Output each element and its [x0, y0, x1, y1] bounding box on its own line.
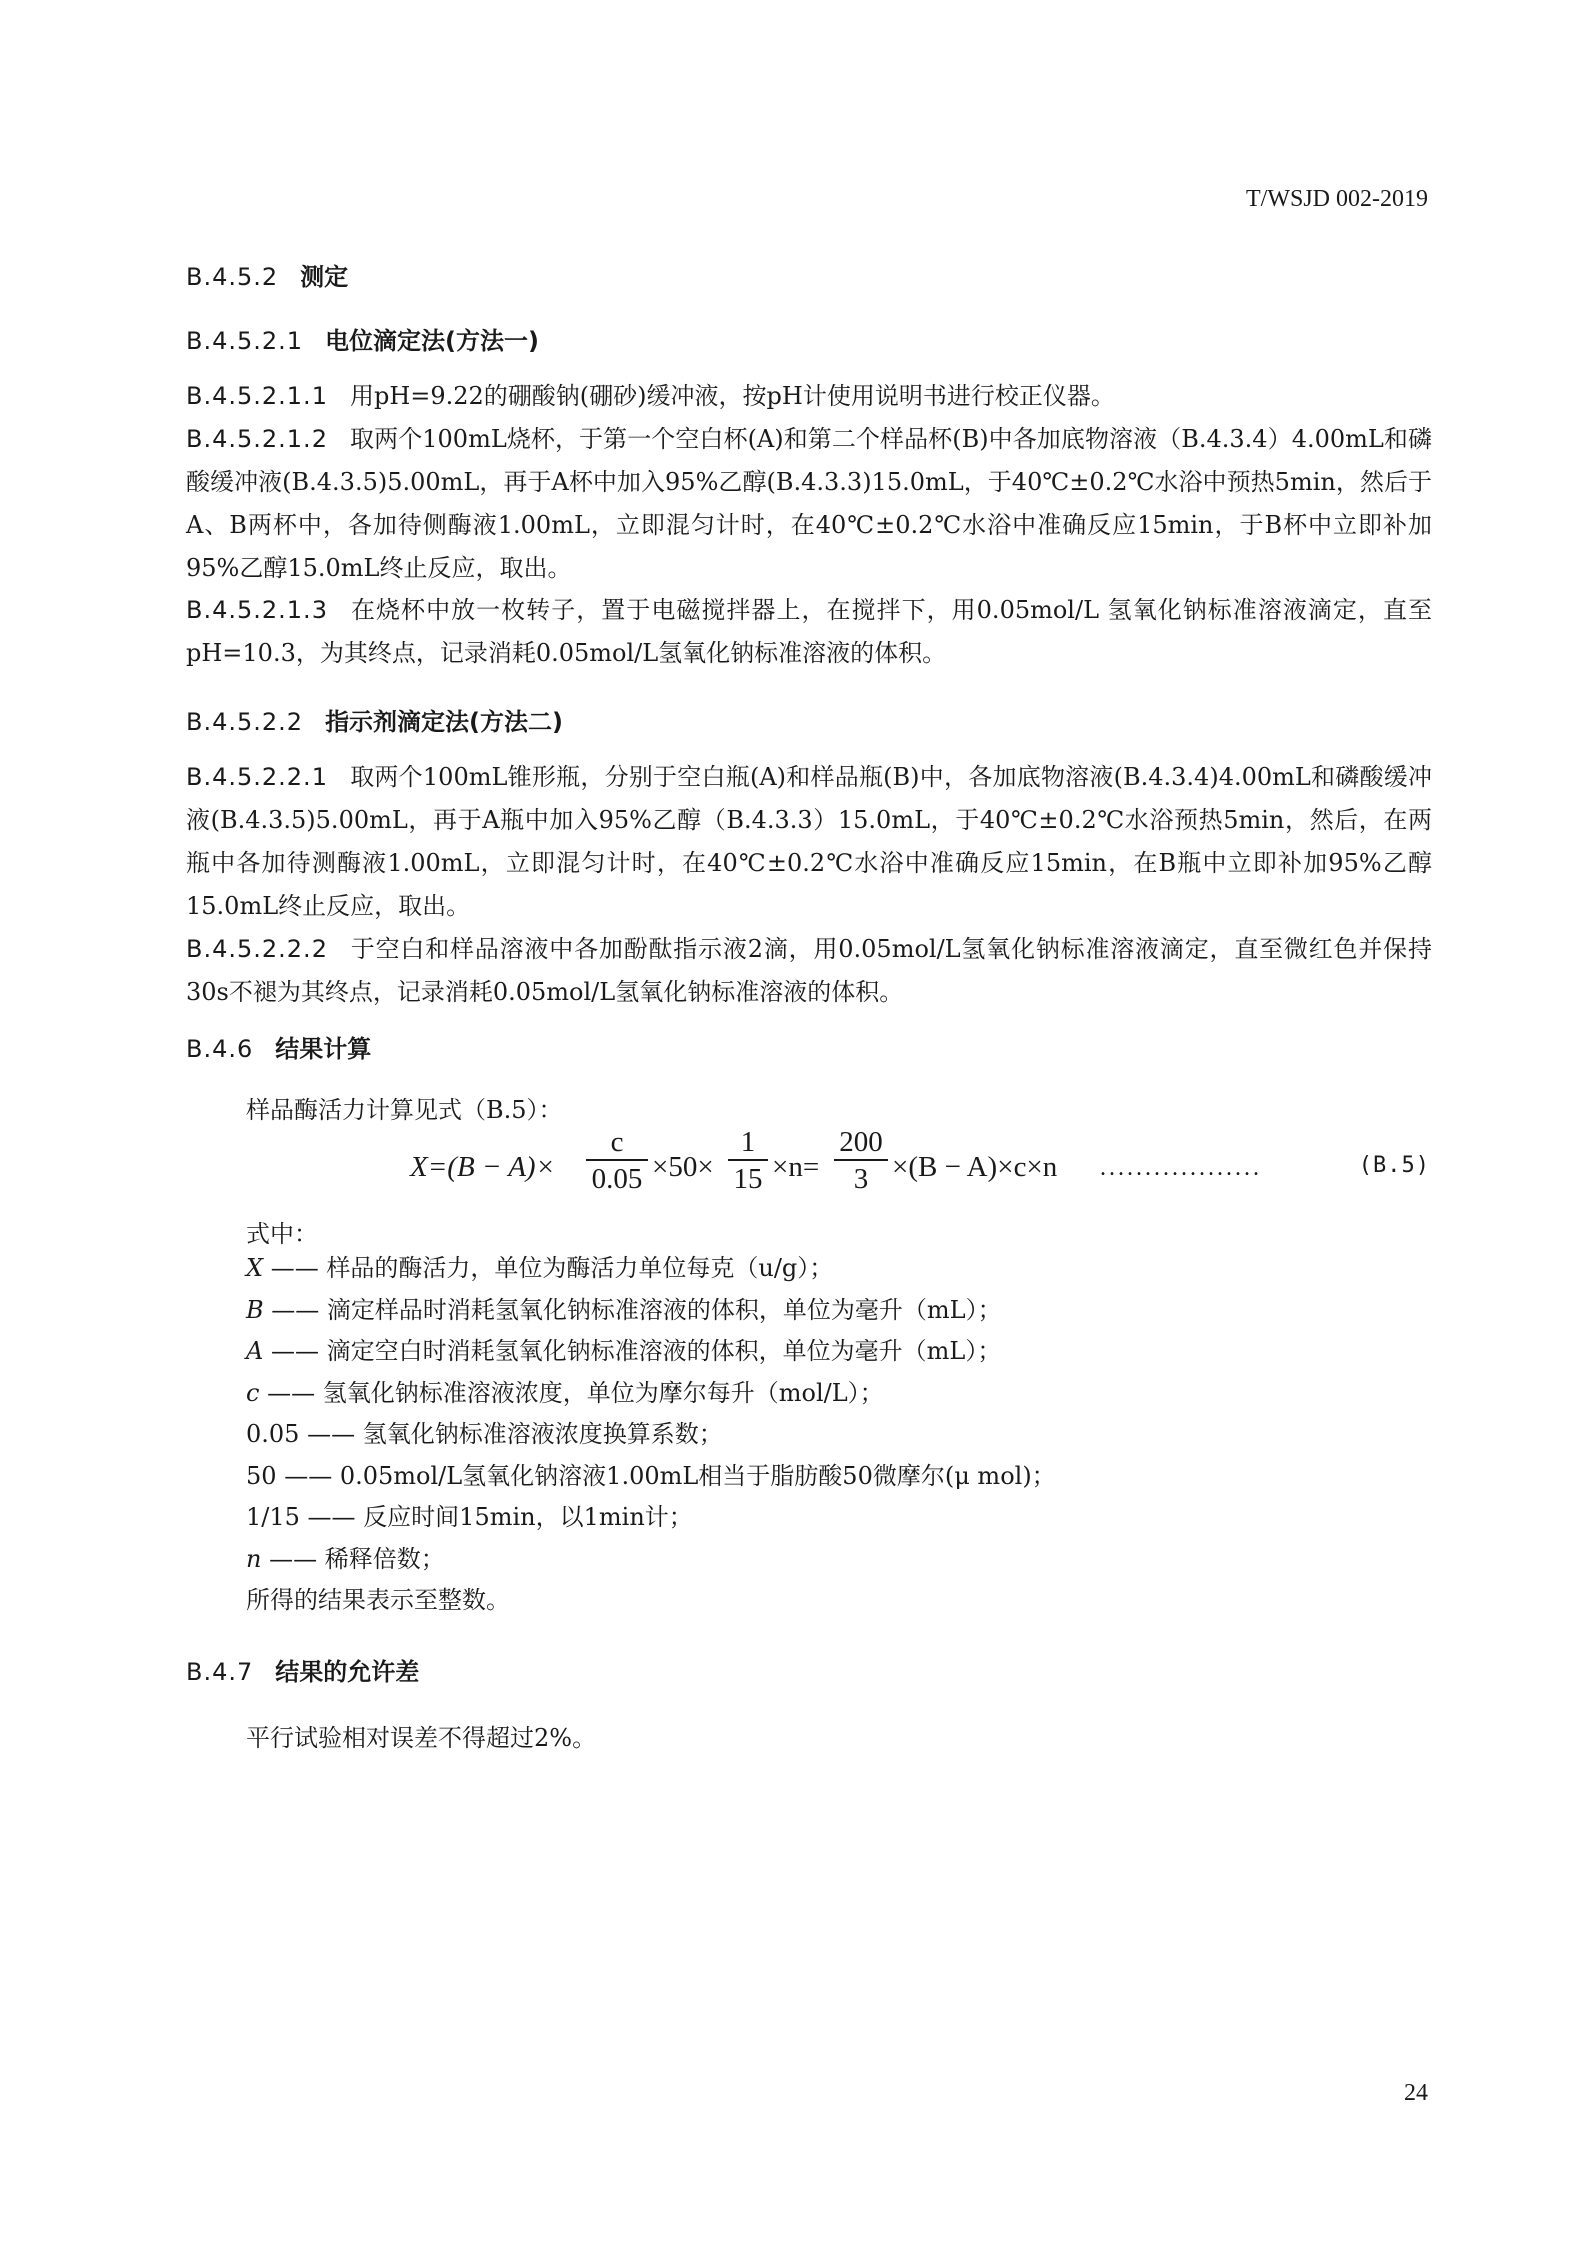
- formula-mid-2: ×n=: [772, 1151, 820, 1183]
- section-title: 指示剂滴定法(方法二): [325, 708, 563, 736]
- fraction-c-over-005: c 0.05: [586, 1125, 648, 1197]
- clause-number: B.4.5.2.1.2: [186, 425, 328, 453]
- formula-mid-1: ×50×: [652, 1151, 714, 1183]
- definition-item: X —— 样品的酶活力，单位为酶活力单位每克（u/g）；: [246, 1254, 834, 1282]
- para-b45222: [186, 928, 1432, 1014]
- formula-rhs: ×(B − A)×c×n: [892, 1151, 1058, 1183]
- section-number: B.4.7: [186, 1658, 254, 1686]
- clause-text: 在烧杯中放一枚转子，置于电磁搅拌器上，在搅拌下，用0.05mol/L 氢氧化钠标准溶液滴定，直至pH=10.3，为其终点，记录消耗0.05mol/L氢氧化钠标准溶液的体积。: [186, 596, 1432, 667]
- clause-number: B.4.5.2.1.1: [186, 382, 328, 410]
- equation-label: (B.5): [1358, 1153, 1430, 1178]
- tolerance-text: 平行试验相对误差不得超过2%。: [246, 1724, 597, 1752]
- formula-lhs: X=(B − A)×: [410, 1151, 556, 1183]
- definition-item: 1/15 —— 反应时间15min，以1min计；: [246, 1503, 693, 1531]
- definition-item: A —— 滴定空白时消耗氢氧化钠标准溶液的体积，单位为毫升（mL）；: [246, 1337, 1002, 1365]
- document-code: T/WSJD 002-2019: [1246, 186, 1428, 212]
- clause-text: 于空白和样品溶液中各加酚酞指示液2滴，用0.05mol/L氢氧化钠标准溶液滴定，直至微红色并保持30s不褪为其终点，记录消耗0.05mol/L氢氧化钠标准溶液的体积。: [186, 935, 1432, 1006]
- clause-number: B.4.5.2.2.1: [186, 763, 328, 791]
- formula-leader-dots: ..................: [1100, 1155, 1262, 1181]
- heading-b4522: [186, 702, 563, 737]
- where-label: 式中：: [246, 1220, 318, 1248]
- section-number: B.4.6: [186, 1035, 254, 1063]
- fraction-1-over-15: 1 15: [728, 1125, 768, 1197]
- formula-intro: 样品酶活力计算见式（B.5）：: [246, 1096, 563, 1124]
- clause-text: 取两个100mL烧杯，于第一个空白杯(A)和第二个样品杯(B)中各加底物溶液（B.4.3.4）4.00mL和磷酸缓冲液(B.4.3.5)5.00mL，再于A杯中加入95%乙醇(B.4.3.3)15.0mL，于40℃±0.2℃水浴中预热5min，然后于A、B两杯中，各加待侧酶液1.00mL，立即混匀计时，在40℃±0.2℃水浴中准确反应15min，于B杯中立即补加95%乙醇15.0mL终止反应，取出。: [186, 425, 1432, 582]
- clause-text: 取两个100mL锥形瓶，分别于空白瓶(A)和样品瓶(B)中，各加底物溶液(B.4.3.4)4.00mL和磷酸缓冲液(B.4.3.5)5.00mL，再于A瓶中加入95%乙醇（B.4.3.3）15.0mL，于40℃±0.2℃水浴预热5min，然后，在两瓶中各加待测酶液1.00mL，立即混匀计时，在40℃±0.2℃水浴中准确反应15min，在B瓶中立即补加95%乙醇15.0mL终止反应，取出。: [186, 763, 1432, 920]
- definition-item: c —— 氢氧化钠标准溶液浓度，单位为摩尔每升（mol/L）；: [246, 1378, 884, 1407]
- page-number: 24: [1404, 2080, 1428, 2106]
- section-number: B.4.5.2.2: [186, 708, 304, 736]
- heading-b452: [186, 257, 348, 292]
- para-b45212: [186, 418, 1432, 590]
- heading-b446: [186, 1029, 371, 1064]
- definition-item: 50 —— 0.05mol/L氢氧化钠溶液1.00mL相当于脂肪酸50微摩尔(μ mol)；: [246, 1461, 1056, 1490]
- section-title: 结果计算: [275, 1035, 372, 1063]
- clause-text: 用pH=9.22的硼酸钠(硼砂)缓冲液，按pH计使用说明书进行校正仪器。: [349, 382, 1115, 410]
- definition-item: n —— 稀释倍数；: [246, 1544, 445, 1573]
- definition-item: 0.05 —— 氢氧化钠标准溶液浓度换算系数；: [246, 1420, 723, 1448]
- definition-list: [246, 1248, 1056, 1622]
- definition-item: B —— 滴定样品时消耗氢氧化钠标准溶液的体积，单位为毫升（mL）；: [246, 1295, 1002, 1324]
- fraction-200-over-3: 200 3: [834, 1125, 888, 1197]
- para-b45221: [186, 756, 1432, 928]
- formula-b5: [410, 1125, 1430, 1215]
- section-number: B.4.5.2.1: [186, 327, 304, 355]
- section-title: 测定: [300, 263, 349, 291]
- para-b45213: [186, 589, 1432, 675]
- section-title: 结果的允许差: [275, 1658, 420, 1686]
- heading-b4521: [186, 321, 539, 356]
- section-title: 电位滴定法(方法一): [325, 327, 539, 355]
- rounding-note: 所得的结果表示至整数。: [246, 1586, 510, 1614]
- section-number: B.4.5.2: [186, 263, 279, 291]
- heading-b447: [186, 1652, 419, 1687]
- clause-number: B.4.5.2.2.2: [186, 935, 328, 963]
- clause-number: B.4.5.2.1.3: [186, 596, 328, 624]
- para-b45211: [186, 375, 1432, 418]
